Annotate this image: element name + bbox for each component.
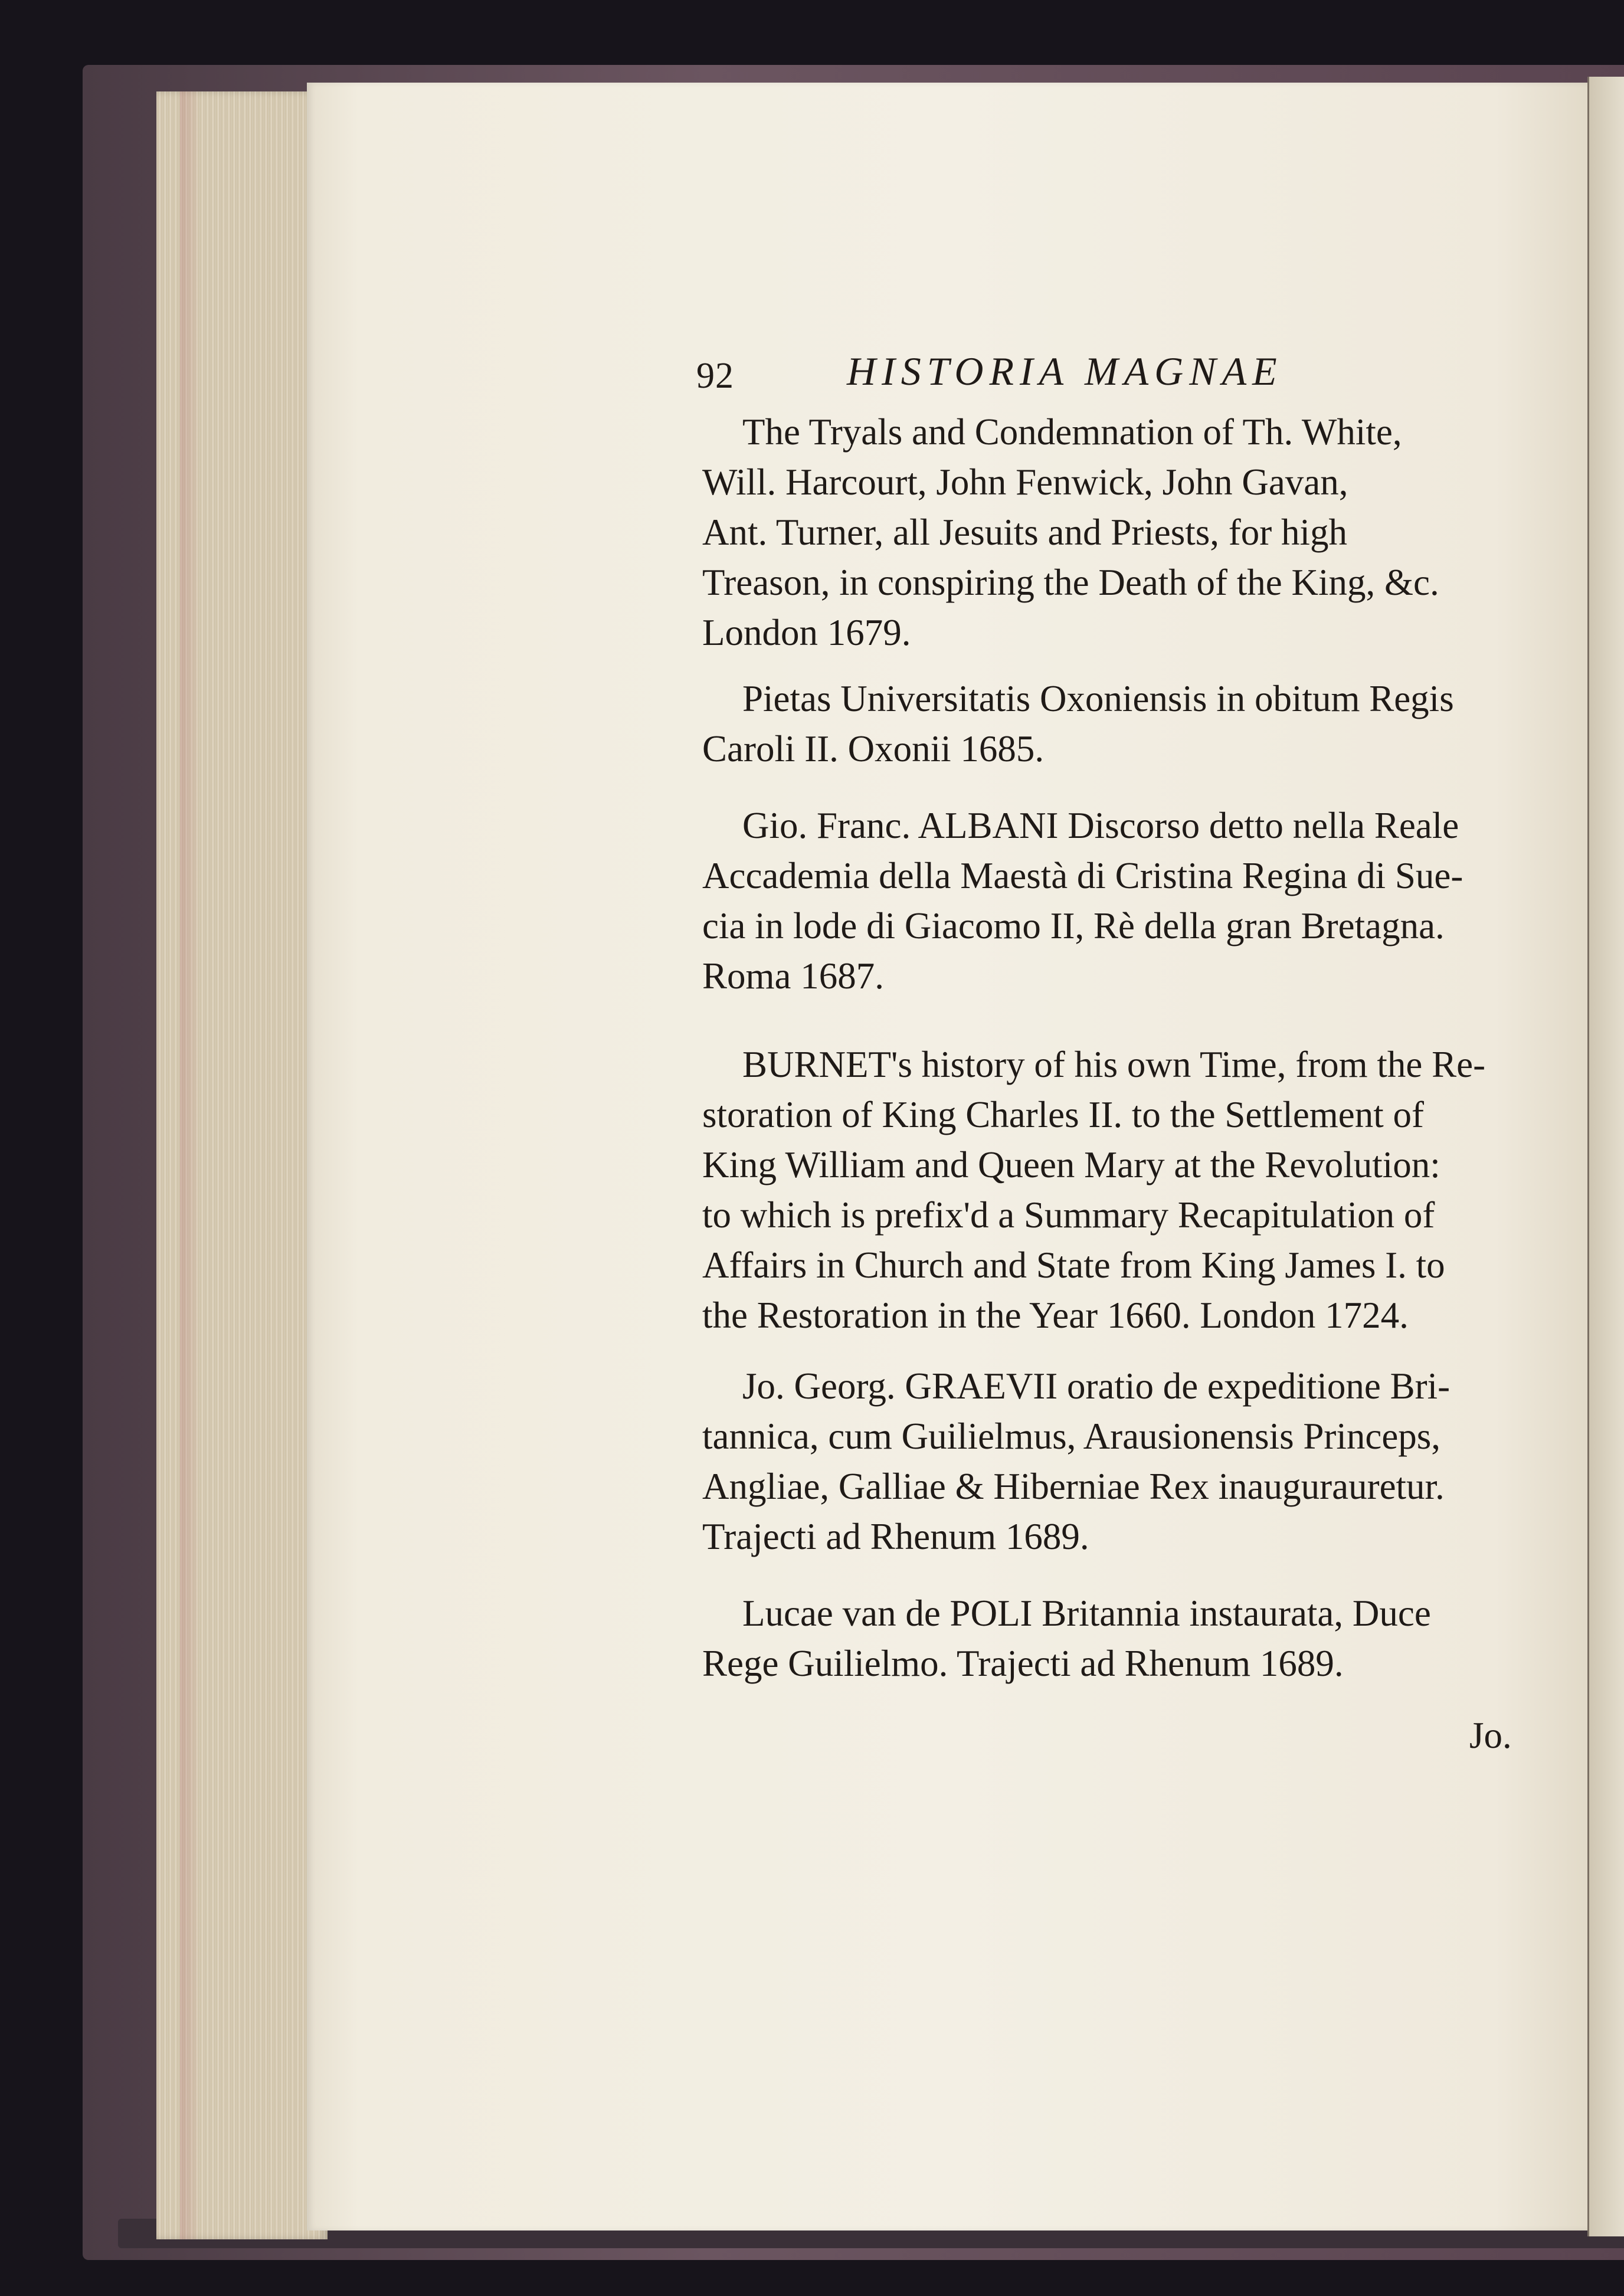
entry-line: The Tryals and Condemnation of Th. White, [742,411,1402,453]
entry-line: Angliae, Galliae & Hiberniae Rex inaugurauretur. [702,1466,1445,1507]
page-number: 92 [696,356,734,396]
entry-line: Lucae van de POLI Britannia instaurata, Duce [742,1593,1431,1634]
entry-line: Affairs in Church and State from King James I. to [702,1244,1445,1286]
entry-line: Caroli II. Oxonii 1685. [702,728,1045,769]
bibliography-entry [702,674,1511,774]
bibliography-entry [702,1040,1511,1341]
entry-line: Jo. Georg. GRAEVII oratio de expeditione Bri- [742,1365,1451,1407]
facing-page-edge [1587,77,1624,2236]
entry-line: to which is prefix'd a Summary Recapitulation of [702,1194,1435,1236]
running-head-title: HISTORIA MAGNAE [847,349,1283,394]
bibliography-entry [702,1361,1511,1562]
running-head [696,348,1357,407]
entry-line: storation of King Charles II. to the Settlement of [702,1094,1424,1135]
entry-line: tannica, cum Guilielmus, Arausionensis Princeps, [702,1416,1441,1457]
entry-line: Roma 1687. [702,955,884,997]
entry-line: Treason, in conspiring the Death of the King, &c. [702,562,1439,603]
bibliography-entry [702,1588,1511,1689]
entry-line: Pietas Universitatis Oxoniensis in obitum Regis [742,678,1454,719]
bibliography-entry [702,407,1511,658]
entry-line: cia in lode di Giacomo II, Rè della gran Bretagna. [702,905,1445,946]
entry-line: Ant. Turner, all Jesuits and Priests, for high [702,512,1347,553]
bibliography-entry [702,801,1511,1001]
entry-line: Gio. Franc. ALBANI Discorso detto nella Reale [742,805,1459,846]
entry-line: Rege Guilielmo. Trajecti ad Rhenum 1689. [702,1643,1344,1684]
entry-line: Will. Harcourt, John Fenwick, John Gavan, [702,461,1348,503]
entry-line: London 1679. [702,612,911,653]
entry-line: King William and Queen Mary at the Revolution: [702,1144,1440,1185]
entry-line: Trajecti ad Rhenum 1689. [702,1516,1089,1557]
page-edges [156,91,328,2239]
bibliography-entries [702,407,1511,1689]
entry-line: the Restoration in the Year 1660. London 1724. [702,1295,1409,1336]
entry-line: Accademia della Maestà di Cristina Regina di Sue- [702,855,1463,896]
entry-line: BURNET's history of his own Time, from the Re- [742,1044,1486,1085]
catchword: Jo. [1469,1715,1512,1756]
